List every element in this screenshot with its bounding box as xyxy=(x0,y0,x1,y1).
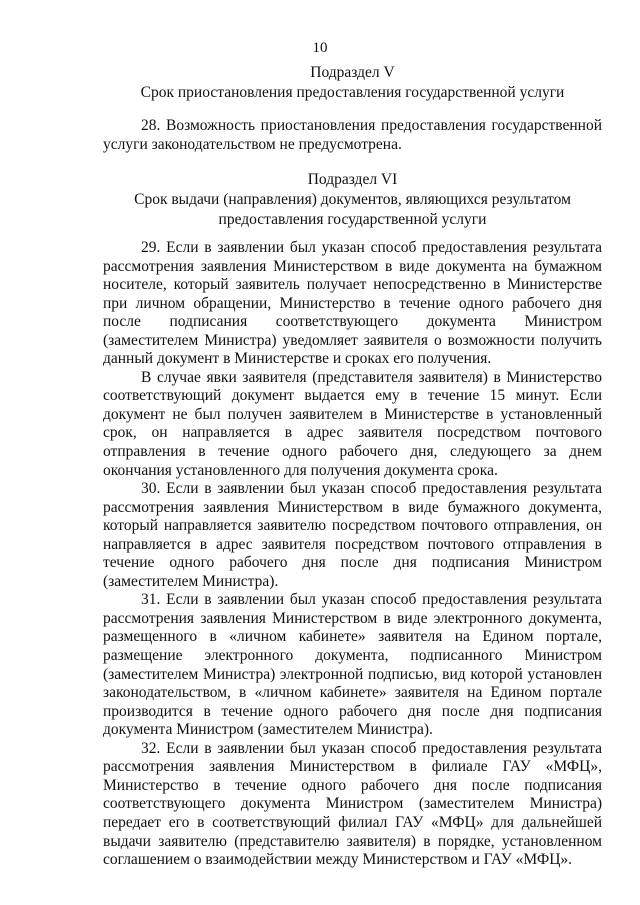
paragraph-28: 28. Возможность приостановления предоставления государственной услуги законодательством не предусмотрена. xyxy=(103,117,602,153)
subsection-vi-label: Подраздел VI xyxy=(307,171,398,188)
subsection-v-title: Срок приостановления предоставления государственной услуги xyxy=(140,84,565,101)
paragraph-32: 32. Если в заявлении был указан способ предоставления результата рассмотрения заявления Министерством в филиале ГАУ «МФЦ», Министерство в течение одного рабочего дня после подписания соответствующего документа Министром (заместителем Министра) передает его в соответствующий филиал ГАУ «МФЦ» для дальнейшей выдачи заявителю (представителю заявителя) в порядке, установленном соглашением о взаимодействии между Министерством и ГАУ «МФЦ». xyxy=(103,739,602,869)
subsection-v-label: Подраздел V xyxy=(310,64,395,81)
subsection-vi-title-line-2: предоставления государственной услуги xyxy=(218,211,487,228)
page-number: 10 xyxy=(312,40,328,56)
paragraph-31: 31. Если в заявлении был указан способ предоставления результата рассмотрения заявления Министерством в виде электронного документа, размещенного в «личном кабинете» заявителя на Едином портале, размещение электронного документа, подписанного Министром (заместителем Министра) электронной подписью, вид которой установлен законодательством, в «личном кабинете» заявителя на Едином портале производится в течение одного рабочего дня после дня подписания документа Министром (заместителем Министра). xyxy=(103,591,602,739)
subsection-v-heading xyxy=(103,63,602,103)
paragraph-29-continued: В случае явки заявителя (представителя заявителя) в Министерство соответствующий документ выдается ему в течение 15 минут. Если документ не был получен заявителем в Министерстве в установленный срок, он направляется в адрес заявителя посредством почтового отправления в течение одного рабочего дня, следующего за днем окончания установленного для получения документа срока. xyxy=(103,368,602,479)
paragraph-28-block xyxy=(103,117,602,154)
paragraph-29: 29. Если в заявлении был указан способ предоставления результата рассмотрения заявления Министерством в виде документа на бумажном носителе, который заявитель получает непосредственно в Министерстве при личном обращении, Министерство в течение одного рабочего дня после подписания соответствующего документа Министром (заместителем Министра) уведомляет заявителя о возможности получить данный документ в Министерстве и сроках его получения. xyxy=(103,239,602,368)
subsection-vi-heading xyxy=(103,170,602,230)
paragraph-30: 30. Если в заявлении был указан способ предоставления результата рассмотрения заявления Министерством в виде бумажного документа, который направляется заявителю посредством почтового отправления, он направляется в адрес заявителя посредством почтового отправления в течение одного рабочего дня после дня подписания Министром (заместителем Министра). xyxy=(103,480,602,590)
body-text xyxy=(103,239,602,870)
subsection-vi-title-line-1: Срок выдачи (направления) документов, являющихся результатом xyxy=(134,191,571,208)
